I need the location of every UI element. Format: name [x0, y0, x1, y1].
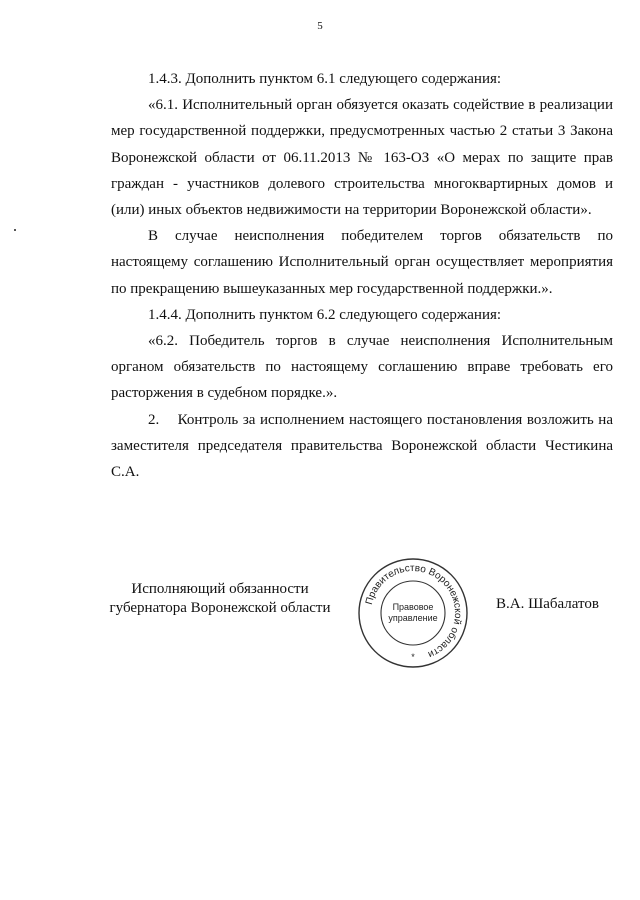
- paragraph-control: 2. Контроль за исполнением настоящего постановления возложить на заместителя председателя правительства Воронежской области Честикина С.А.: [111, 411, 617, 481]
- stamp-center-line-2: управление: [388, 613, 438, 623]
- stamp-star: *: [411, 652, 415, 662]
- signatory-position: [100, 580, 340, 618]
- paragraph-1-4-3: 1.4.3. Дополнить пунктом 6.1 следующего содержания:: [148, 71, 502, 87]
- signatory-name: В.А. Шабалатов: [496, 596, 599, 612]
- official-stamp: [356, 556, 470, 670]
- signatory-position-line-2: губернатора Воронежской области: [109, 600, 331, 616]
- margin-mark: [14, 229, 16, 231]
- signatory-position-line-1: Исполняющий обязанности: [131, 581, 309, 597]
- stamp-center-line-1: Правовое: [392, 602, 434, 612]
- page-number: 5: [317, 20, 323, 32]
- stamp-ring-text: Правительство Воронежской области: [363, 562, 464, 660]
- paragraph-6-1: «6.1. Исполнительный орган обязуется оказать содействие в реализации мер государственной поддержки, предусмотренных частью 2 статьи 3 Закона Воронежской области от 06.11.2013 № 163-ОЗ «О мерах по защите прав граждан - участников долевого строительства многоквартирных домов и (или) иных объектов недвижимости на территории Воронежской области».: [111, 97, 613, 219]
- paragraph-non-fulfillment: В случае неисполнения победителем торгов обязательств по настоящему соглашению Исполнительный орган осуществляет мероприятия по прекращению вышеуказанных мер государственной поддержки.».: [111, 228, 613, 297]
- document-body: [111, 66, 617, 485]
- paragraph-1-4-4: 1.4.4. Дополнить пунктом 6.2 следующего содержания:: [148, 306, 502, 323]
- paragraph-6-2: «6.2. Победитель торгов в случае неисполнения Исполнительным органом обязательств по настоящему соглашению вправе требовать его расторжения в судебном порядке.».: [111, 333, 613, 402]
